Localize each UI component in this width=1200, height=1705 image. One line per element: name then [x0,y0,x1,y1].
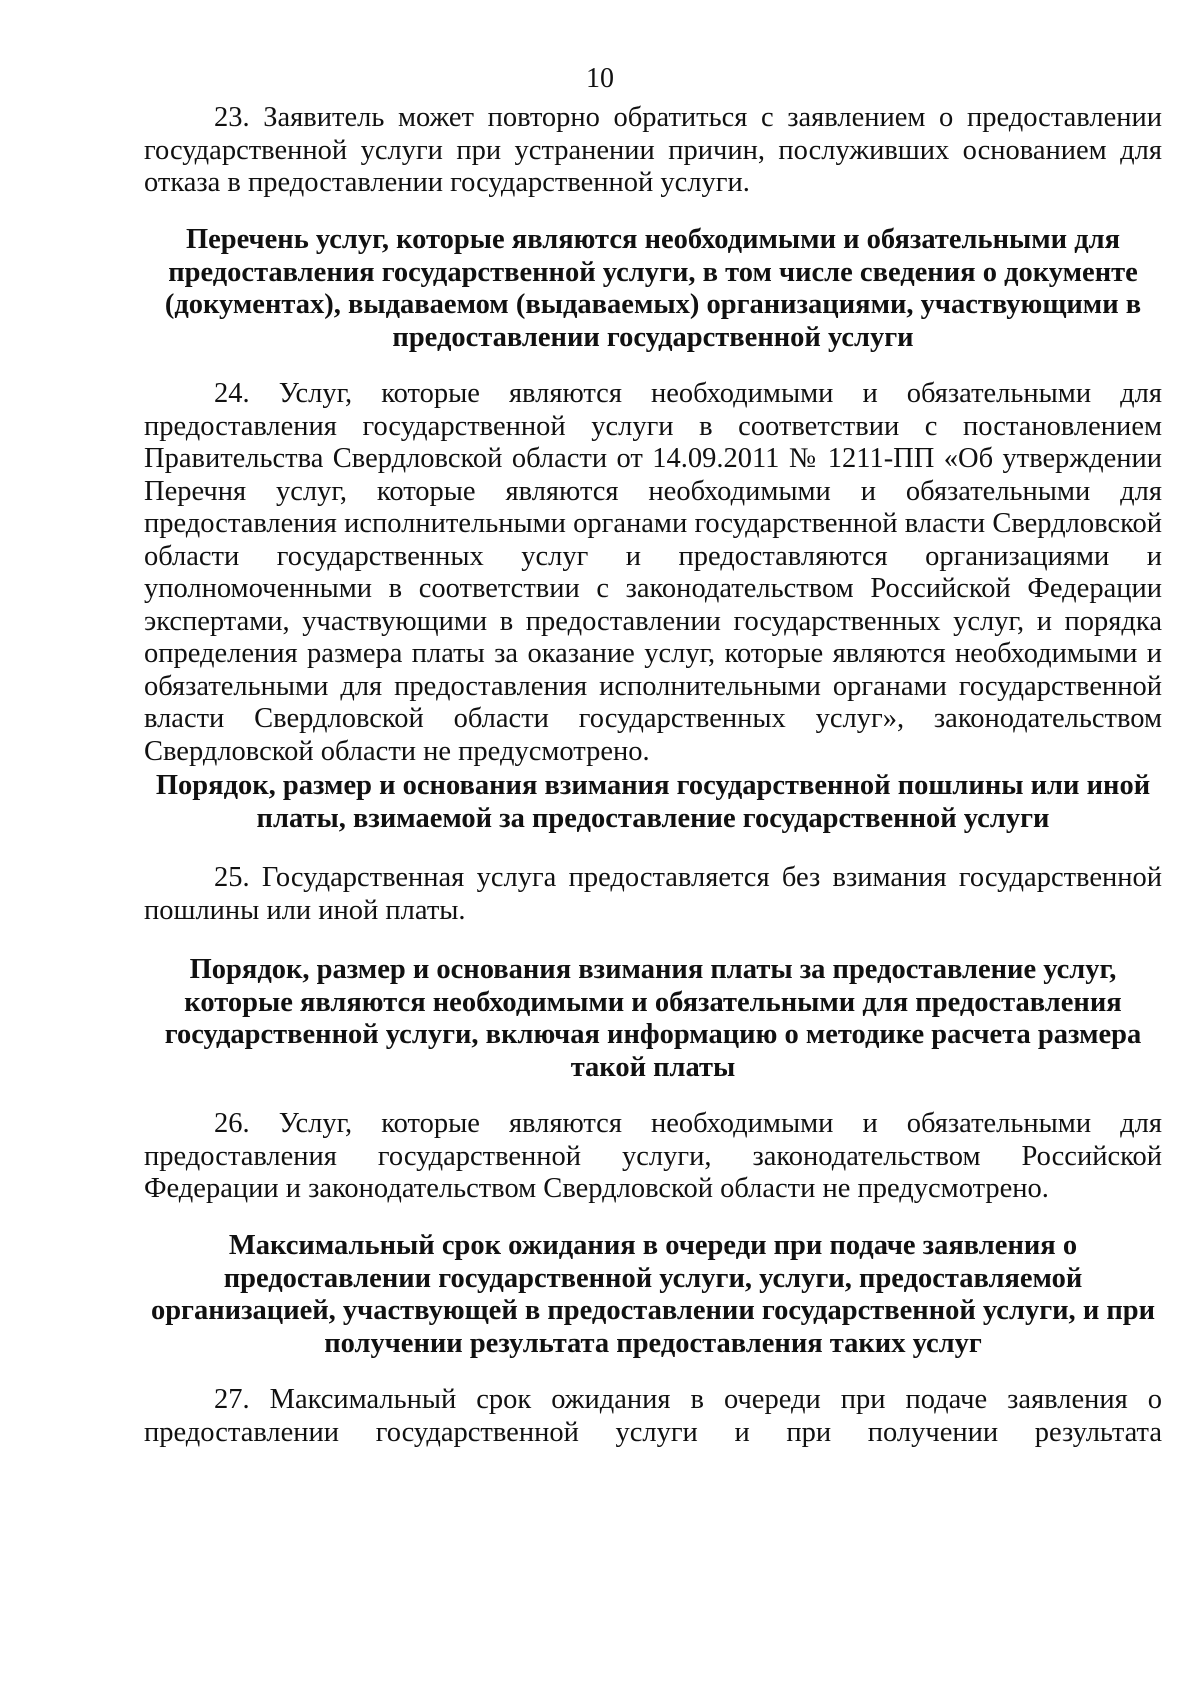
heading-line: о документе (документах), выдаваемом (выдаваемых) организациями, [164,256,1138,320]
heading-line: о предоставлении государственной услуги, услуги, предоставляемой [223,1230,1083,1294]
heading-line: которые являются необходимыми и обязательными для предоставления [184,986,1122,1018]
heading-state-fee [144,770,1162,835]
paragraph-26: 26. Услуг, которые являются необходимыми и обязательными для предоставления государственной услуги, законодательством Российской Федерации и законодательством Свердловской области не предусмотрено. [144,1108,1162,1204]
paragraph-27-block [144,1384,1162,1449]
paragraph-25: 25. Государственная услуга предоставляется без взимания государственной пошлины или иной платы. [144,862,1162,926]
paragraph-25-block [144,862,1162,927]
paragraph-24: 24. Услуг, которые являются необходимыми и обязательными для предоставления государственной услуги в соответствии с постановлением Правительства Свердловской области от 14.09.2011 № 1211-ПП «Об утверждении Перечня услуг, которые являются необходимыми и обязательными для предоставления исполнительными органами государственной власти Свердловской области государственных услуг и предоставляются организациями и уполномоченными в соответствии с законодательством Российской Федерации экспертами, участвующими в предоставлении государственных услуг, и порядка определения размера платы за оказание услуг, которые являются необходимыми и обязательными для предоставления исполнительными органами государственной власти Свердловской области государственных услуг», законодательством Свердловской области не предусмотрено. [144,378,1162,767]
heading-line: Порядок, размер и основания взимания государственной пошлины [155,770,1024,801]
heading-line: Перечень услуг, которые являются необходимыми и обязательными [185,224,1068,255]
heading-list-of-services-block [144,224,1162,354]
heading-line: участвующими в предоставлении государственной услуги [392,289,1142,353]
heading-line: такой платы [570,1051,736,1083]
paragraph-23: 23. Заявитель может повторно обратиться с заявлением о предоставлении государственной услуги при устранении причин, послуживших основанием для отказа в предоставлении государственной услуги. [144,102,1162,198]
heading-fee-for-services [144,954,1162,1084]
paragraph-26-block [144,1108,1162,1206]
heading-line: Максимальный срок ожидания в очереди при подаче заявления [228,1230,1056,1261]
page-number: 10 [586,63,614,94]
paragraph-27: 27. Максимальный срок ожидания в очереди при подаче заявления о предоставлении государственной услуги и при получении результата [144,1384,1162,1448]
paragraph-23-block [144,102,1162,200]
heading-fee-for-services-block [144,954,1162,1084]
heading-line: и при получении результата предоставления таких услуг [324,1295,1156,1359]
paragraph-24-block [144,378,1162,768]
heading-state-fee-block [144,770,1162,835]
heading-waiting-time-block [144,1230,1162,1360]
heading-line: государственной услуги, включая информацию о методике расчета размера [164,1019,1142,1050]
heading-line: для предоставления государственной услуги, в том числе сведения [168,224,1121,288]
heading-line: Порядок, размер и основания взимания платы за предоставление услуг, [189,954,1117,985]
heading-line: организацией, участвующей в предоставлении государственной услуги, [150,1295,1076,1326]
heading-line: или иной платы, взимаемой за предоставление государственной услуги [256,770,1151,834]
heading-waiting-time [144,1230,1162,1360]
heading-list-of-services [144,224,1162,354]
